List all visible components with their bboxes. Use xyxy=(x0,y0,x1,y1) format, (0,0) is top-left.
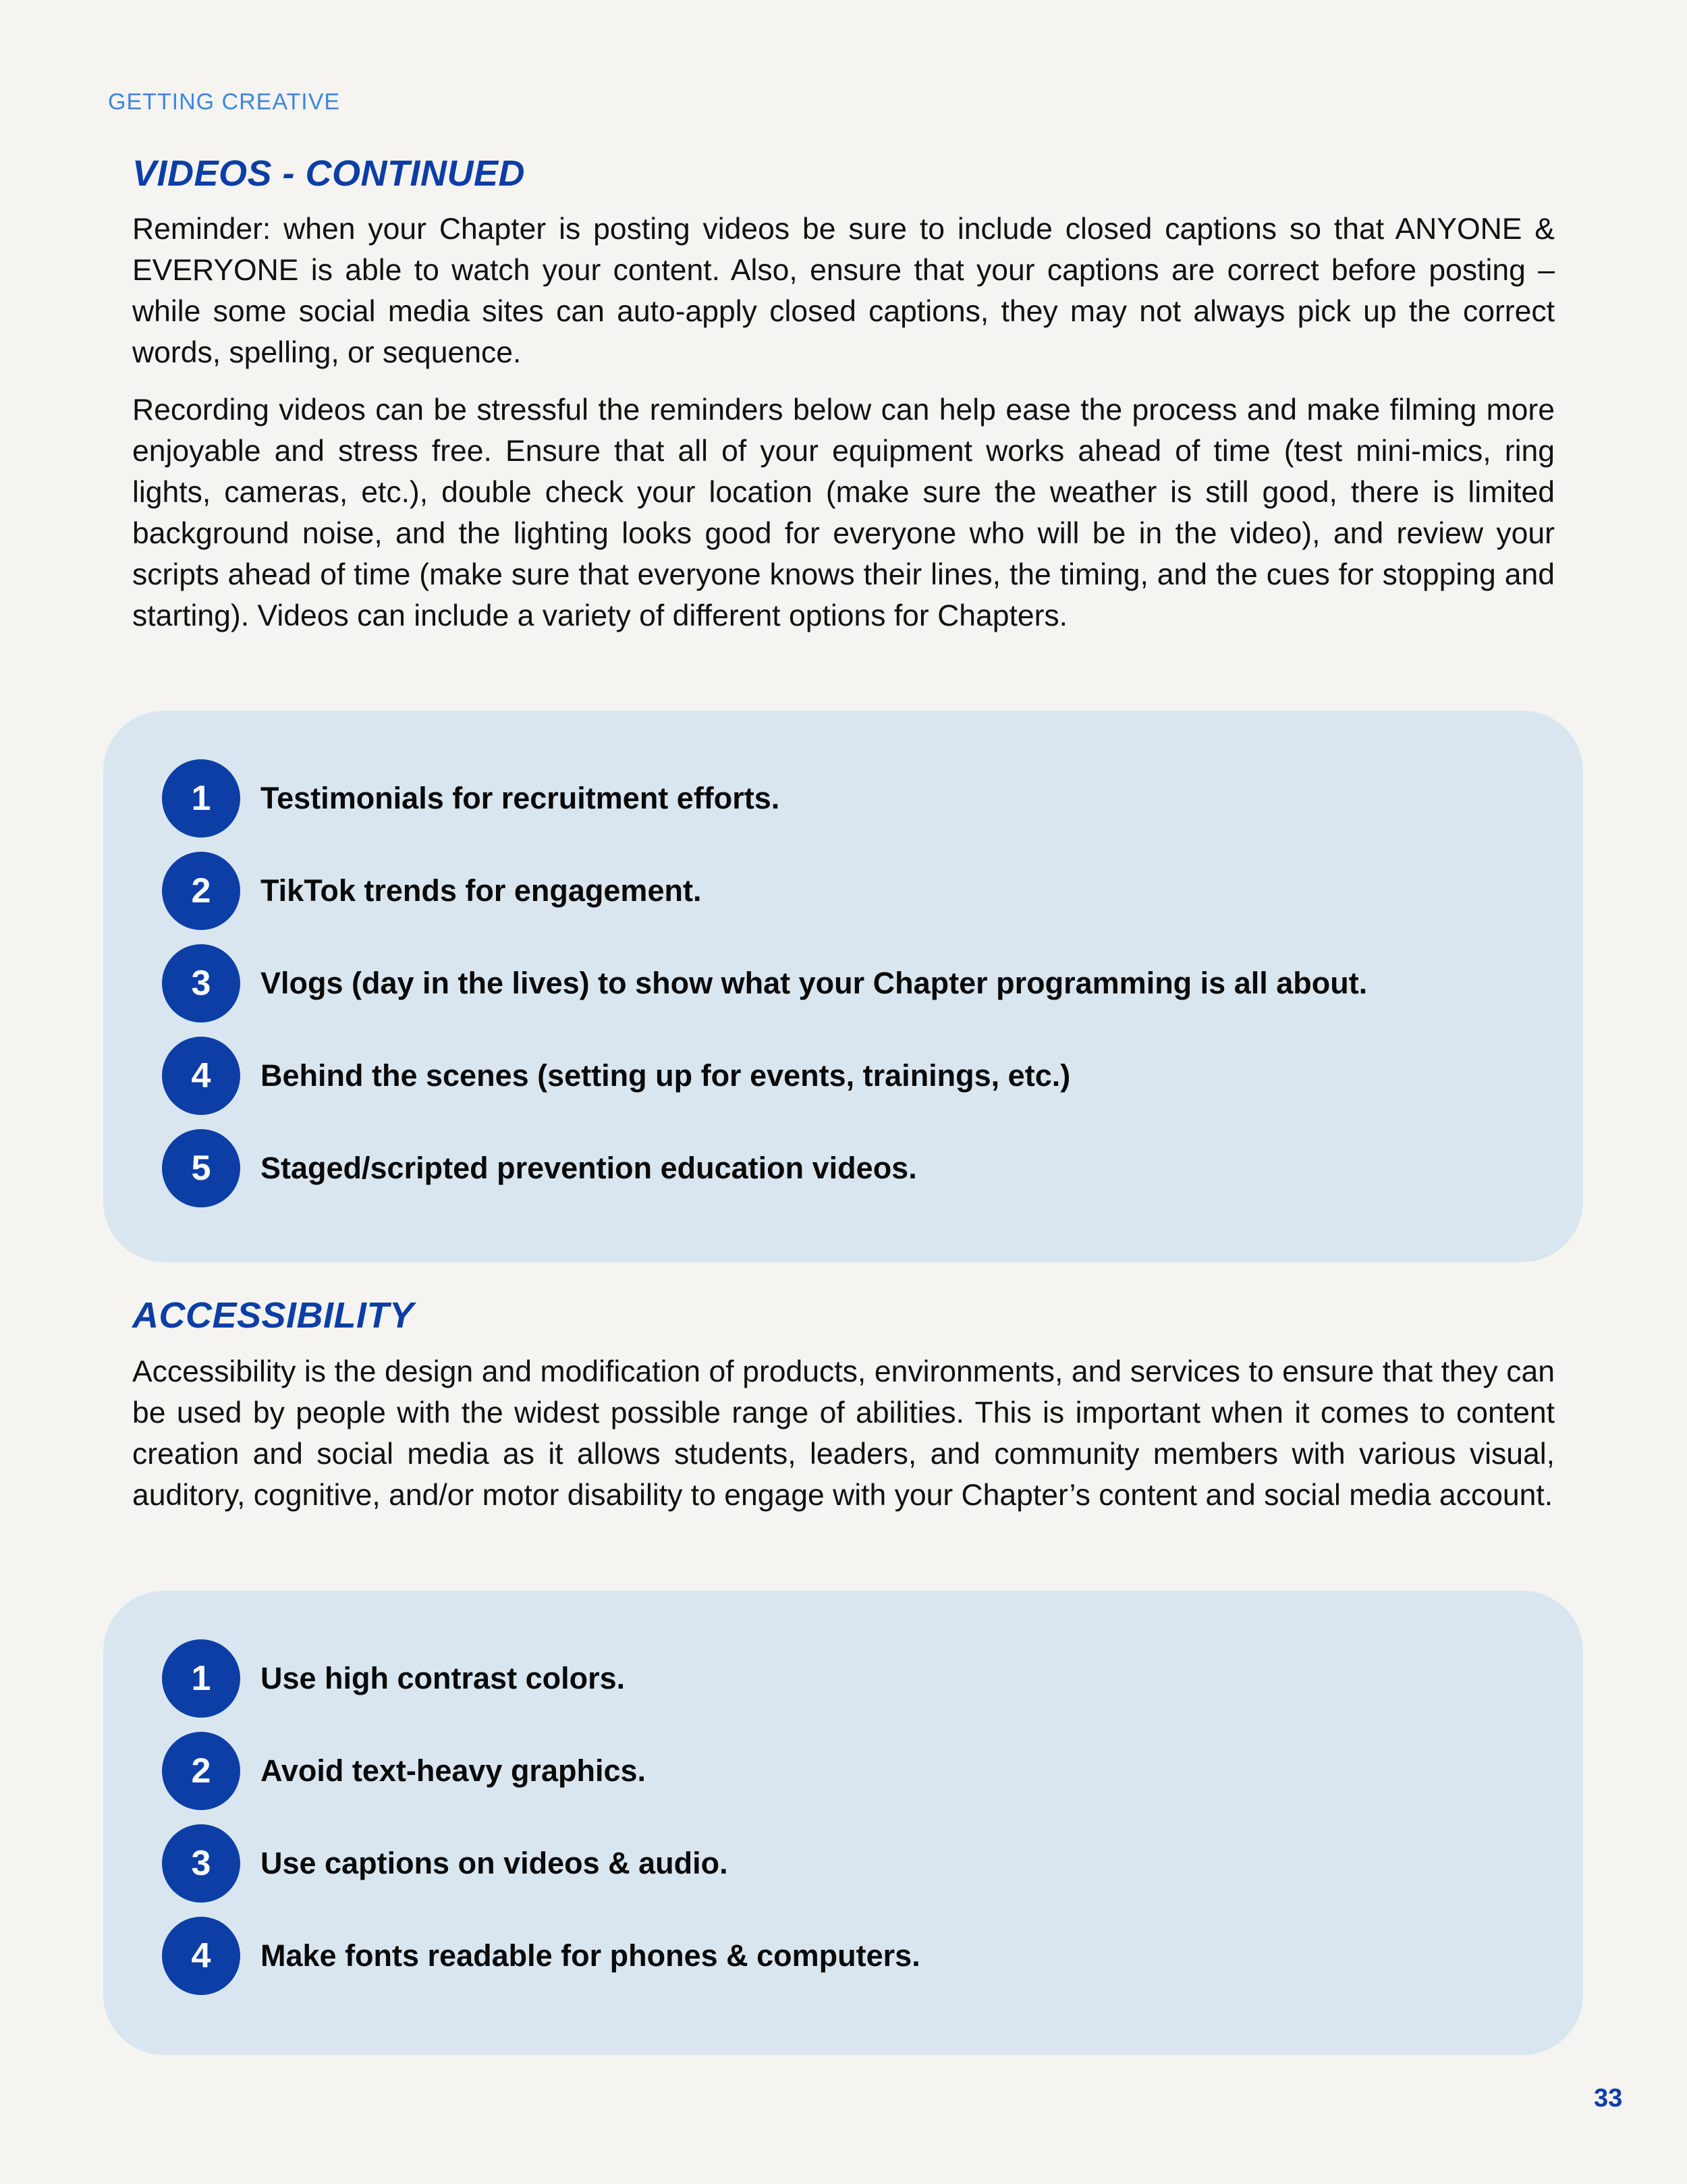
accessibility-tips-panel xyxy=(103,1591,1583,2055)
list-item-label: TikTok trends for engagement. xyxy=(260,873,702,908)
videos-options-panel xyxy=(103,711,1583,1262)
number-badge: 3 xyxy=(162,944,240,1022)
number-badge: 1 xyxy=(162,759,240,838)
list-item-label: Make fonts readable for phones & computers. xyxy=(260,1938,920,1973)
videos-section-title: VIDEOS - CONTINUED xyxy=(132,153,526,194)
list-item xyxy=(162,944,1367,1023)
videos-options-list xyxy=(162,759,1367,1221)
videos-paragraph-reminder: Reminder: when your Chapter is posting videos be sure to include closed captions so that ANYONE & EVERYONE is able to watch your content. Also, ensure that your captions are correct before posting – while some social media sites can auto-apply closed captions, they may not always pick up the correct words, spelling, or sequence. xyxy=(132,213,1555,369)
accessibility-tips-list xyxy=(162,1639,920,2009)
list-item xyxy=(162,759,1367,838)
list-item xyxy=(162,1639,920,1718)
videos-paragraph-recording: Recording videos can be stressful the reminders below can help ease the process and make filming more enjoyable and stress free. Ensure that all of your equipment works ahead of time (test mini-mics, ring lights, cameras, etc.), double check your location (make sure the weather is still good, there is limited background noise, and the lighting looks good for everyone who will be in the video), and review your scripts ahead of time (make sure that everyone knows their lines, the timing, and the cues for stopping and starting). Videos can include a variety of different options for Chapters. xyxy=(132,393,1555,632)
list-item xyxy=(162,851,1367,931)
list-item xyxy=(162,1916,920,1996)
list-item-label: Testimonials for recruitment efforts. xyxy=(260,781,780,815)
list-item-label: Avoid text-heavy graphics. xyxy=(260,1753,646,1788)
number-badge: 5 xyxy=(162,1129,240,1207)
number-badge: 2 xyxy=(162,852,240,930)
list-item xyxy=(162,1128,1367,1208)
number-badge: 4 xyxy=(162,1037,240,1115)
running-header: GETTING CREATIVE xyxy=(108,89,341,115)
list-item-label: Staged/scripted prevention education videos. xyxy=(260,1151,917,1185)
list-item xyxy=(162,1036,1367,1116)
list-item-label: Use high contrast colors. xyxy=(260,1661,626,1695)
list-item-label: Use captions on videos & audio. xyxy=(260,1846,728,1880)
number-badge: 3 xyxy=(162,1824,240,1903)
number-badge: 1 xyxy=(162,1639,240,1718)
number-badge: 4 xyxy=(162,1917,240,1995)
page-number: 33 xyxy=(1594,2084,1623,2112)
list-item-label: Vlogs (day in the lives) to show what your Chapter programming is all about. xyxy=(260,966,1368,1000)
list-item xyxy=(162,1731,920,1811)
list-item xyxy=(162,1824,920,1903)
list-item-label: Behind the scenes (setting up for events, trainings, etc.) xyxy=(260,1058,1071,1093)
accessibility-paragraph: Accessibility is the design and modification of products, environments, and services to ensure that they can be used by people with the widest possible range of abilities. This is important when it comes to content creation and social media as it allows students, leaders, and community members with various visual, auditory, cognitive, and/or motor disability to engage with your Chapter’s content and social media account. xyxy=(132,1355,1555,1512)
accessibility-section-title: ACCESSIBILITY xyxy=(132,1295,414,1336)
number-badge: 2 xyxy=(162,1732,240,1810)
